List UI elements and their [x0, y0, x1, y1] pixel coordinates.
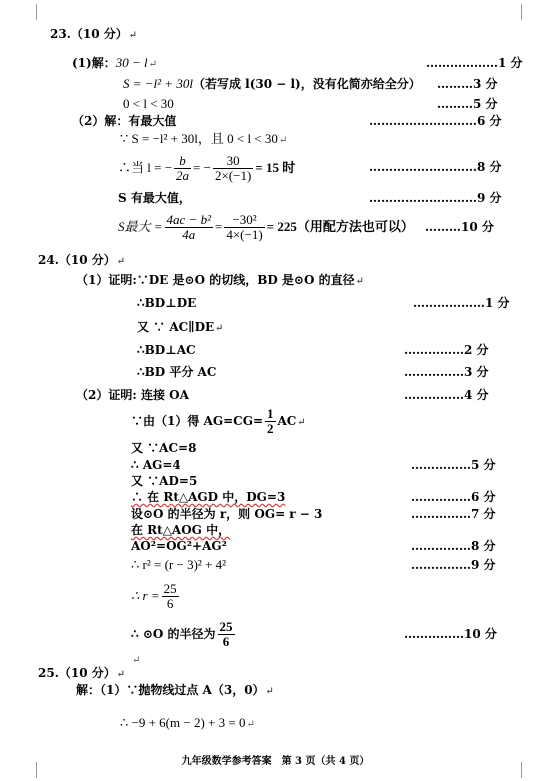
q23-score-3: ………3 分 [437, 77, 498, 91]
q25-heading: 25.（10 分）↵ [38, 666, 126, 680]
q24-line-conclusion: ∴ ⊙O 的半径为 $\frac{25}{6}$ [131, 619, 233, 649]
q24-line-ac-parallel: 又 ∵ AC∥DE↵ [137, 320, 224, 334]
q24-score-1: ………………1 分 [413, 296, 510, 310]
q24-line-ad5: 又 ∵AD=5 [131, 474, 198, 488]
q23-score-8: ………………………8 分 [369, 160, 502, 174]
q23-heading: 23.（10 分）↵ [50, 27, 138, 41]
q24-line-pythag: AO²=OG²+AG² [131, 539, 227, 553]
q23-score-5: ………5 分 [437, 97, 498, 111]
q24-heading: 24.（10 分）↵ [38, 253, 126, 267]
q24-line-radius: 设⊙O 的半径为 r，则 OG= r − 3 [131, 507, 323, 521]
return-mark: ↵ [132, 655, 141, 666]
q24-line-ag-cg: ∵由（1）得 AG=CG= $\frac{1}{2}$ AC↵ [131, 406, 306, 436]
q24-score-8: ……………8 分 [411, 539, 496, 553]
q25-line-1: 解：（1）∵抛物线过点 A（3，0）↵ [76, 683, 274, 697]
q24-line-dg3: ∴ 在 Rt△AGD 中，DG=3 [131, 490, 286, 504]
q23-part2-label: （2）解：有最大值 [72, 114, 177, 128]
q24-score-7: ……………7 分 [411, 507, 496, 521]
q24-part1-text: （1）证明:∵DE 是⊙O 的切线，BD 是⊙O 的直径↵ [76, 273, 364, 287]
q23-max-row: S 有最大值， [118, 191, 191, 205]
q23-score-10: ………10 分 [425, 220, 494, 234]
q23-area-row: S = −l² + 30l（若写成 l(30 − l)，没有化简亦给全分） [123, 76, 421, 91]
q24-line-bisect: ∴BD 平分 AC [137, 365, 217, 379]
q24-line-bd-perp-ac: ∴BD⊥AC [137, 343, 196, 357]
page-footer: 九年级数学参考答案 第 3 页（共 4 页） [181, 756, 370, 767]
q24-score-10: ……………10 分 [404, 627, 497, 641]
q23-score-9: ………………………9 分 [369, 191, 502, 205]
q24-score-5: ……………5 分 [411, 458, 496, 472]
q23-vertex-row: ∴当 l = − $\frac{b}{2a}$ = − $\frac{30}{2\times(-1)}$ = 15 时 [118, 153, 296, 183]
q24-score-9: ……………9 分 [411, 558, 496, 572]
q24-line-bd-perp-de: ∴BD⊥DE [137, 296, 197, 310]
q23-part1-row: (1)解：30 − l↵ [72, 55, 157, 70]
crop-mark-top-left [36, 4, 37, 20]
q24-score-2: ……………2 分 [404, 343, 489, 357]
q23-smax-row: S最大 = $\frac{\text{4ac − b²}}{4a}$ = $\frac{\text{−30²}}{4\times(-1)}$ = 225（用配方法也可以） [118, 212, 414, 242]
q23-since-row: ∵ S = −l² + 30l，且 0 < l < 30↵ [120, 131, 288, 146]
q24-score-4: ……………4 分 [404, 388, 489, 402]
crop-mark-top-right [521, 4, 522, 20]
q24-score-3: ……………3 分 [404, 365, 489, 379]
q24-line-equation: ∴ r² = (r − 3)² + 4² [131, 557, 227, 572]
q25-line-2: ∴ −9 + 6(m − 2) + 3 = 0↵ [120, 715, 255, 730]
q24-line-ac8: 又 ∵AC=8 [131, 441, 197, 455]
q23-part1-expr: 30 − l [115, 55, 148, 70]
q24-line-ag4: ∴ AG=4 [131, 458, 181, 472]
q24-score-6: ……………6 分 [411, 490, 496, 504]
q24-line-r-value: ∴ r = $\frac{25}{6}$ [131, 581, 177, 611]
q24-part2-text: （2）证明: 连接 OA [76, 388, 189, 402]
q23-score-6: ………………………6 分 [369, 114, 502, 128]
q23-score-1: ………………1 分 [426, 56, 523, 70]
q24-line-aog: 在 Rt△AOG 中， [131, 523, 231, 537]
q23-domain-row: 0 < l < 30 [123, 96, 174, 111]
